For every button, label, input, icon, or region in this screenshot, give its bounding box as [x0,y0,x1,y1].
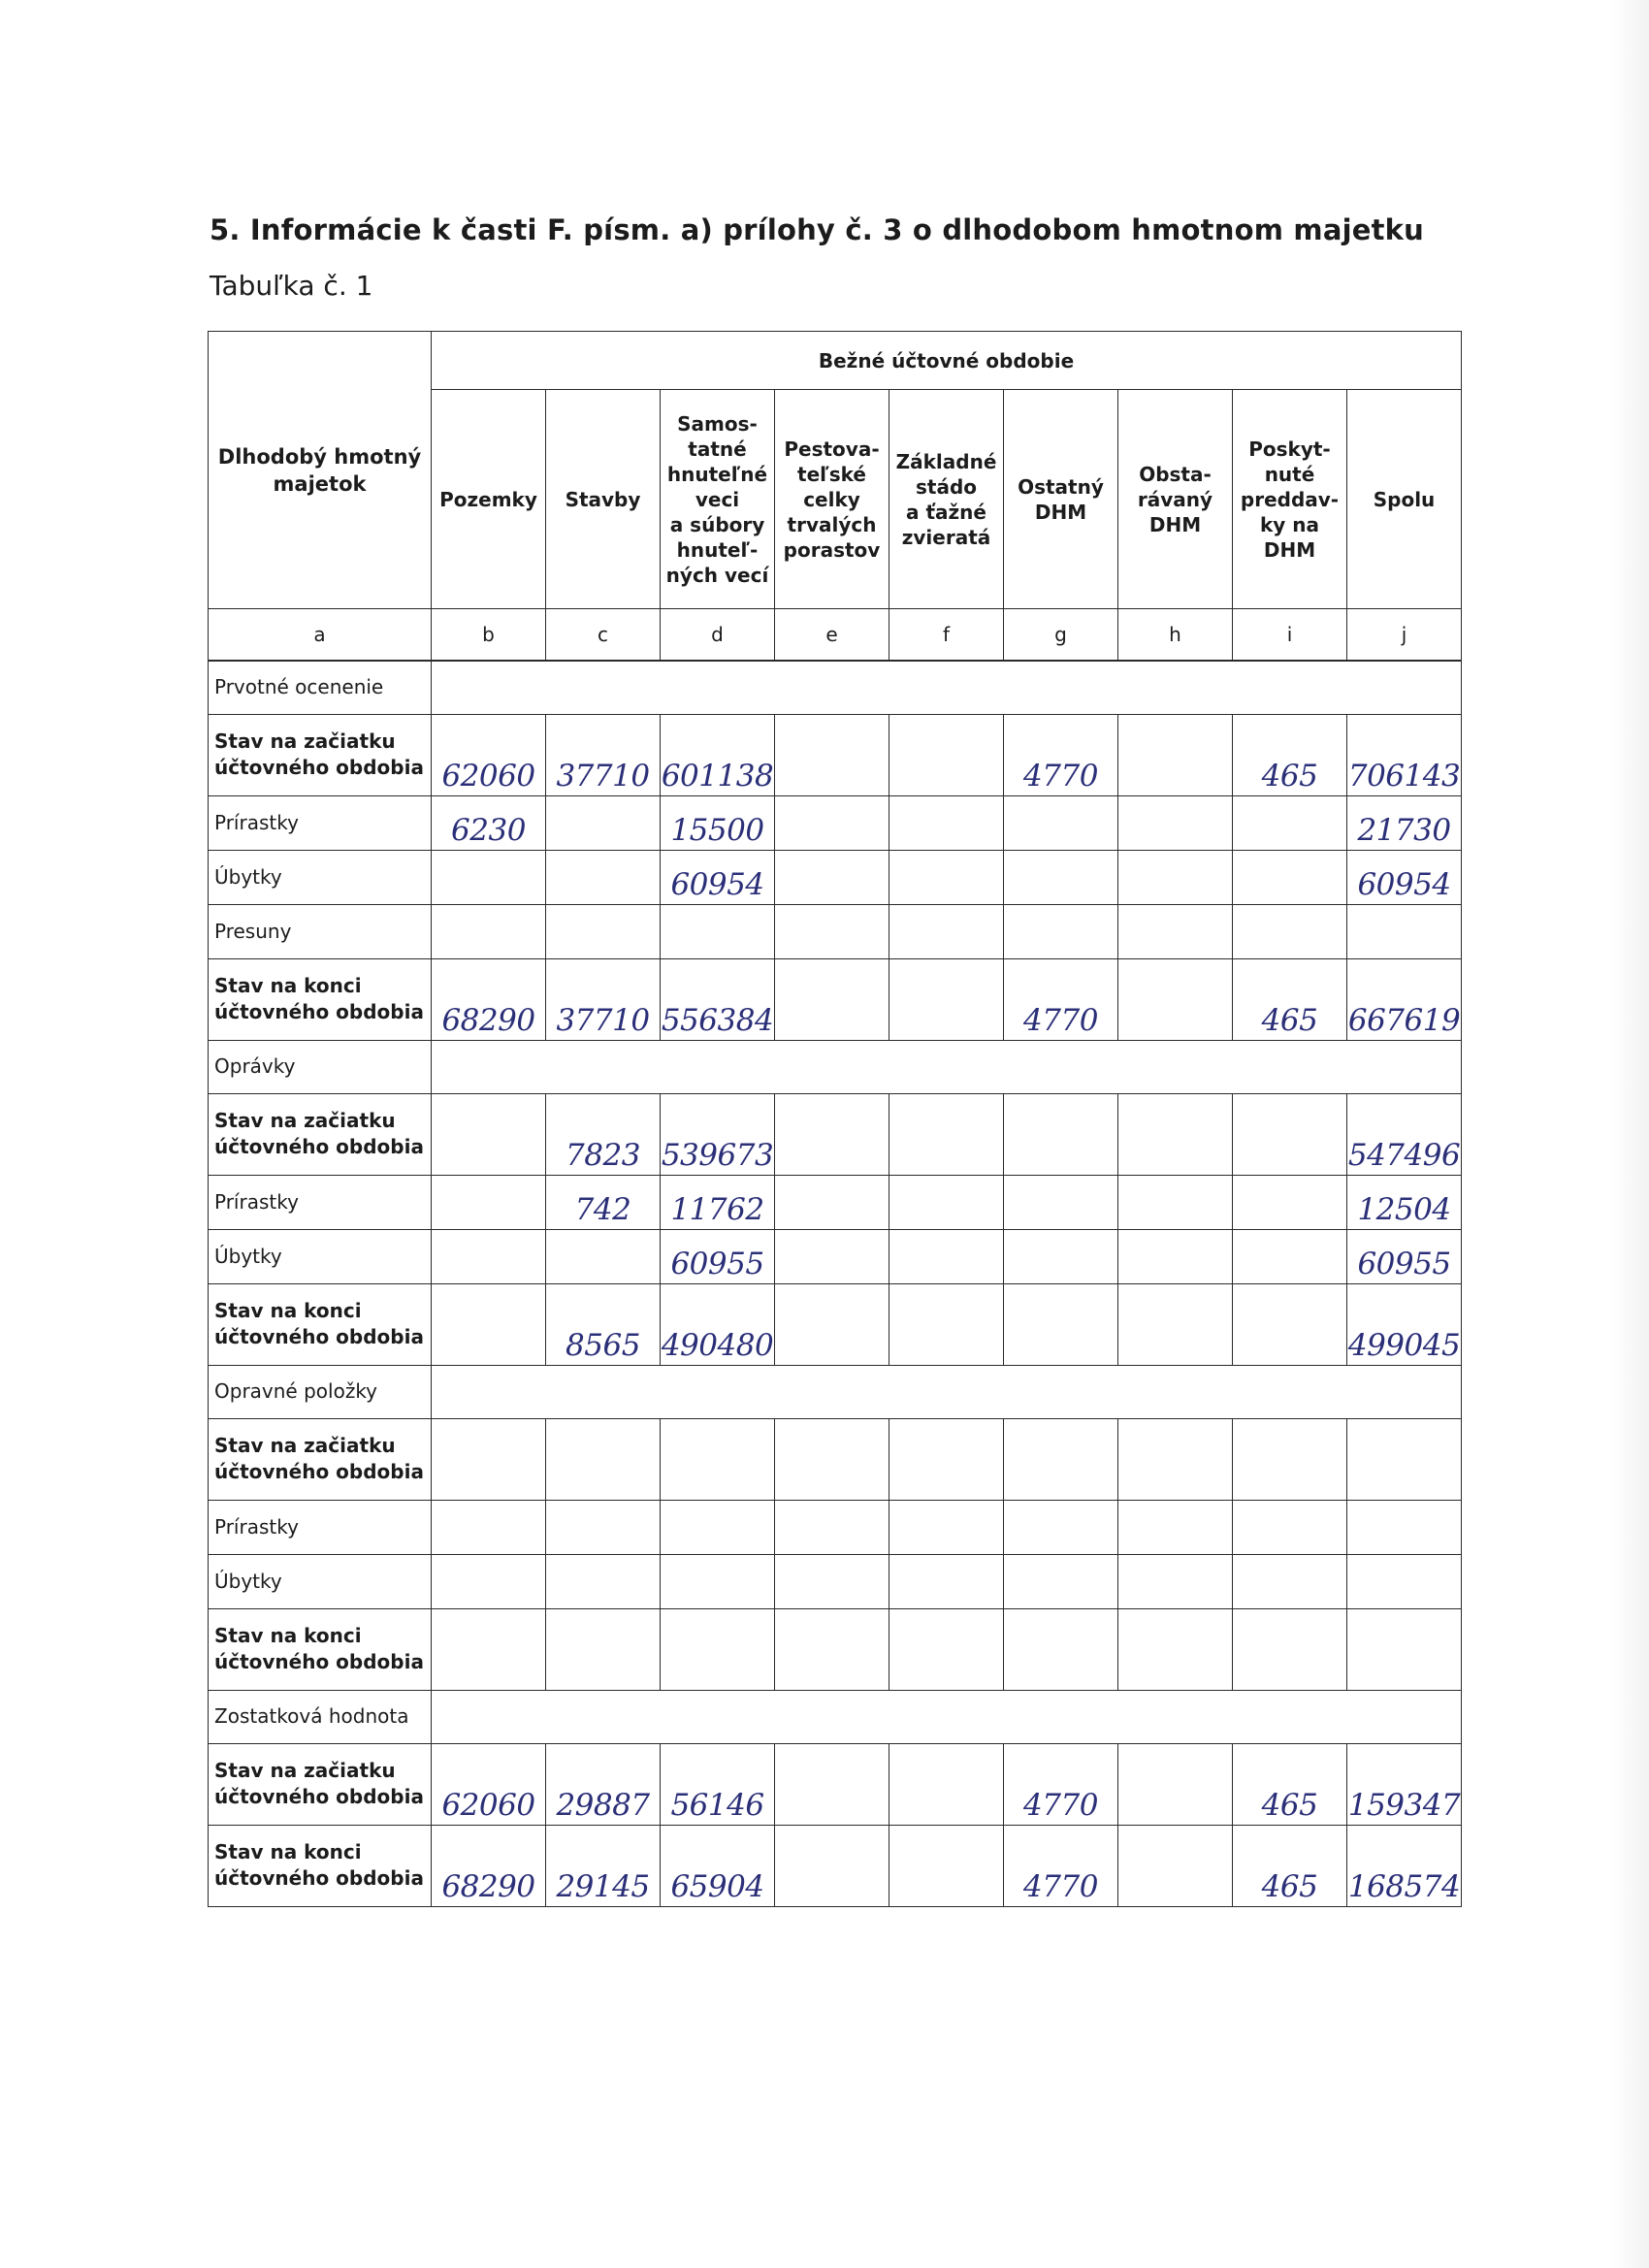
value-cell [432,1093,546,1175]
table-row [209,1743,1462,1825]
value-cell [775,1554,889,1608]
value-cell: 490480 [661,1283,775,1365]
value-cell: 56146 [661,1743,775,1825]
value-cell [432,850,546,904]
value-cell [1118,958,1233,1040]
row-label: Stav na začiatku účtovného obdobia [209,714,432,795]
value-cell: 65904 [661,1825,775,1906]
value-cell [546,1608,661,1690]
value-cell [1004,904,1118,958]
value-cell [889,795,1004,850]
value-cell [1233,1093,1347,1175]
value-cell: 465 [1233,958,1347,1040]
value-cell: 4770 [1004,1743,1118,1825]
column-letter: b [432,609,546,662]
value-cell [1233,1608,1347,1690]
value-cell [1118,714,1233,795]
value-cell [889,1418,1004,1500]
value-cell [1347,904,1462,958]
row-label: Stav na konci účtovného obdobia [209,958,432,1040]
value-cell [889,958,1004,1040]
value-cell [432,1283,546,1365]
value-cell [1118,1283,1233,1365]
value-cell [775,904,889,958]
table-row [209,1175,1462,1229]
row-label: Stav na začiatku účtovného obdobia [209,1418,432,1500]
value-cell: 60954 [1347,850,1462,904]
value-cell: 499045 [1347,1283,1462,1365]
section-heading: 5. Informácie k časti F. písm. a) prílohy č. 3 o dlhodobom hmotnom majetku [210,213,1425,246]
column-header: Poskyt- nuté preddav- ky na DHM [1233,390,1347,609]
value-cell [775,1825,889,1906]
table-body [209,661,1462,1906]
section-row [209,1365,1462,1418]
value-cell [432,1608,546,1690]
value-cell [775,1175,889,1229]
table-row [209,904,1462,958]
value-cell [661,904,775,958]
value-cell [1233,1554,1347,1608]
section-row [209,1690,1462,1743]
value-cell: 465 [1233,1825,1347,1906]
value-cell [775,1608,889,1690]
value-cell [1233,1229,1347,1283]
value-cell: 68290 [432,958,546,1040]
value-cell: 11762 [661,1175,775,1229]
column-letter: g [1004,609,1118,662]
value-cell: 15500 [661,795,775,850]
value-cell [775,795,889,850]
value-cell [1118,1743,1233,1825]
value-cell [889,904,1004,958]
group-header-label: Bežné účtovné obdobie [818,348,1075,373]
column-letter: a [209,609,432,662]
column-header: Stavby [546,390,661,609]
value-cell [432,1175,546,1229]
value-cell [889,1093,1004,1175]
value-cell [1118,1175,1233,1229]
value-cell: 706143 [1347,714,1462,795]
row-label: Prírastky [209,1500,432,1554]
column-letter: f [889,609,1004,662]
value-cell [1233,850,1347,904]
section-row [209,661,1462,714]
value-cell [1118,1554,1233,1608]
corner-header [209,332,432,609]
value-cell [661,1500,775,1554]
value-cell [432,1500,546,1554]
value-cell [1233,1418,1347,1500]
value-cell: 742 [546,1175,661,1229]
value-cell: 4770 [1004,714,1118,795]
table-row [209,1418,1462,1500]
value-cell [1347,1418,1462,1500]
value-cell: 37710 [546,958,661,1040]
row-label: Stav na konci účtovného obdobia [209,1608,432,1690]
value-cell [775,1500,889,1554]
column-header: Pestova- teľské celky trvalých porastov [775,390,889,609]
value-cell [432,1554,546,1608]
value-cell [1004,1418,1118,1500]
row-label: Stav na začiatku účtovného obdobia [209,1093,432,1175]
value-cell: 4770 [1004,958,1118,1040]
value-cell: 547496 [1347,1093,1462,1175]
value-cell: 12504 [1347,1175,1462,1229]
value-cell [889,1825,1004,1906]
value-cell: 60954 [661,850,775,904]
value-cell: 29887 [546,1743,661,1825]
value-cell [1118,904,1233,958]
value-cell [1118,1093,1233,1175]
value-cell [775,714,889,795]
column-letter: h [1118,609,1233,662]
value-cell [775,958,889,1040]
value-cell [546,850,661,904]
value-cell [1118,1825,1233,1906]
value-cell [1004,1500,1118,1554]
value-cell: 37710 [546,714,661,795]
value-cell: 601138 [661,714,775,795]
section-label: Zostatková hodnota [209,1690,432,1743]
value-cell: 7823 [546,1093,661,1175]
table-row [209,1093,1462,1175]
value-cell: 539673 [661,1093,775,1175]
value-cell: 465 [1233,1743,1347,1825]
value-cell [775,1093,889,1175]
section-spacer [432,1365,1462,1418]
group-header [432,332,1462,390]
value-cell: 60955 [1347,1229,1462,1283]
value-cell [546,904,661,958]
value-cell: 556384 [661,958,775,1040]
value-cell: 6230 [432,795,546,850]
value-cell [432,1229,546,1283]
value-cell [661,1418,775,1500]
row-label: Úbytky [209,1229,432,1283]
value-cell [889,850,1004,904]
value-cell [546,1418,661,1500]
value-cell [889,1608,1004,1690]
value-cell [546,1500,661,1554]
value-cell [1233,795,1347,850]
section-row [209,1040,1462,1093]
value-cell [1004,1608,1118,1690]
value-cell [775,850,889,904]
value-cell [889,1500,1004,1554]
value-cell: 168574 [1347,1825,1462,1906]
value-cell: 667619 [1347,958,1462,1040]
row-label: Stav na začiatku účtovného obdobia [209,1743,432,1825]
table-row [209,1608,1462,1690]
row-label: Úbytky [209,850,432,904]
row-label: Prírastky [209,1175,432,1229]
column-header: Samos- tatné hnuteľné veci a súbory hnuteľ- ných vecí [661,390,775,609]
value-cell [889,1229,1004,1283]
value-cell [1118,1418,1233,1500]
value-cell [1004,1093,1118,1175]
value-cell [1347,1554,1462,1608]
value-cell [889,1175,1004,1229]
section-label: Opravné položky [209,1365,432,1418]
row-label: Presuny [209,904,432,958]
value-cell [1233,904,1347,958]
column-letter-row [209,609,1462,662]
column-letter: j [1347,609,1462,662]
value-cell [661,1554,775,1608]
value-cell [1004,1554,1118,1608]
value-cell [1118,1500,1233,1554]
row-label: Stav na konci účtovného obdobia [209,1283,432,1365]
row-label: Úbytky [209,1554,432,1608]
row-label: Prírastky [209,795,432,850]
column-letter: d [661,609,775,662]
section-spacer [432,661,1462,714]
value-cell [1233,1500,1347,1554]
value-cell [775,1283,889,1365]
row-label: Stav na konci účtovného obdobia [209,1825,432,1906]
value-cell [1233,1175,1347,1229]
value-cell: 4770 [1004,1825,1118,1906]
table-row [209,714,1462,795]
value-cell: 29145 [546,1825,661,1906]
value-cell: 62060 [432,1743,546,1825]
table-row [209,850,1462,904]
table-row [209,1283,1462,1365]
value-cell [1004,850,1118,904]
column-letter: i [1233,609,1347,662]
value-cell [1004,1283,1118,1365]
value-cell [661,1608,775,1690]
value-cell [1004,795,1118,850]
value-cell [1004,1175,1118,1229]
value-cell [889,714,1004,795]
value-cell [889,1283,1004,1365]
value-cell [1118,1608,1233,1690]
value-cell [546,1554,661,1608]
value-cell [775,1743,889,1825]
value-cell [1233,1283,1347,1365]
column-header: Obsta- rávaný DHM [1118,390,1233,609]
table-row [209,795,1462,850]
table-row [209,958,1462,1040]
value-cell [889,1743,1004,1825]
section-label: Oprávky [209,1040,432,1093]
value-cell: 62060 [432,714,546,795]
value-cell: 60955 [661,1229,775,1283]
value-cell [432,1418,546,1500]
value-cell: 68290 [432,1825,546,1906]
column-letter: c [546,609,661,662]
value-cell [1004,1229,1118,1283]
page-edge-shadow [1610,0,1649,2268]
column-header: Pozemky [432,390,546,609]
column-header: Ostatný DHM [1004,390,1118,609]
corner-header-label: Dlhodobý hmotný majetok [217,444,422,496]
table-caption: Tabuľka č. 1 [210,270,373,302]
table-row [209,1229,1462,1283]
column-header: Spolu [1347,390,1462,609]
value-cell: 465 [1233,714,1347,795]
table-row [209,1825,1462,1906]
section-spacer [432,1690,1462,1743]
column-letter: e [775,609,889,662]
value-cell [546,795,661,850]
column-header: Základné stádo a ťažné zvieratá [889,390,1004,609]
value-cell: 21730 [1347,795,1462,850]
table-row [209,1500,1462,1554]
value-cell: 8565 [546,1283,661,1365]
value-cell: 159347 [1347,1743,1462,1825]
value-cell [1118,850,1233,904]
value-cell [775,1229,889,1283]
table-row [209,1554,1462,1608]
value-cell [775,1418,889,1500]
fixed-assets-table [208,331,1462,1907]
value-cell [889,1554,1004,1608]
value-cell [432,904,546,958]
value-cell [1118,1229,1233,1283]
section-label: Prvotné ocenenie [209,661,432,714]
value-cell [1347,1500,1462,1554]
section-spacer [432,1040,1462,1093]
value-cell [1118,795,1233,850]
value-cell [1347,1608,1462,1690]
table-header [209,332,1462,662]
value-cell [546,1229,661,1283]
